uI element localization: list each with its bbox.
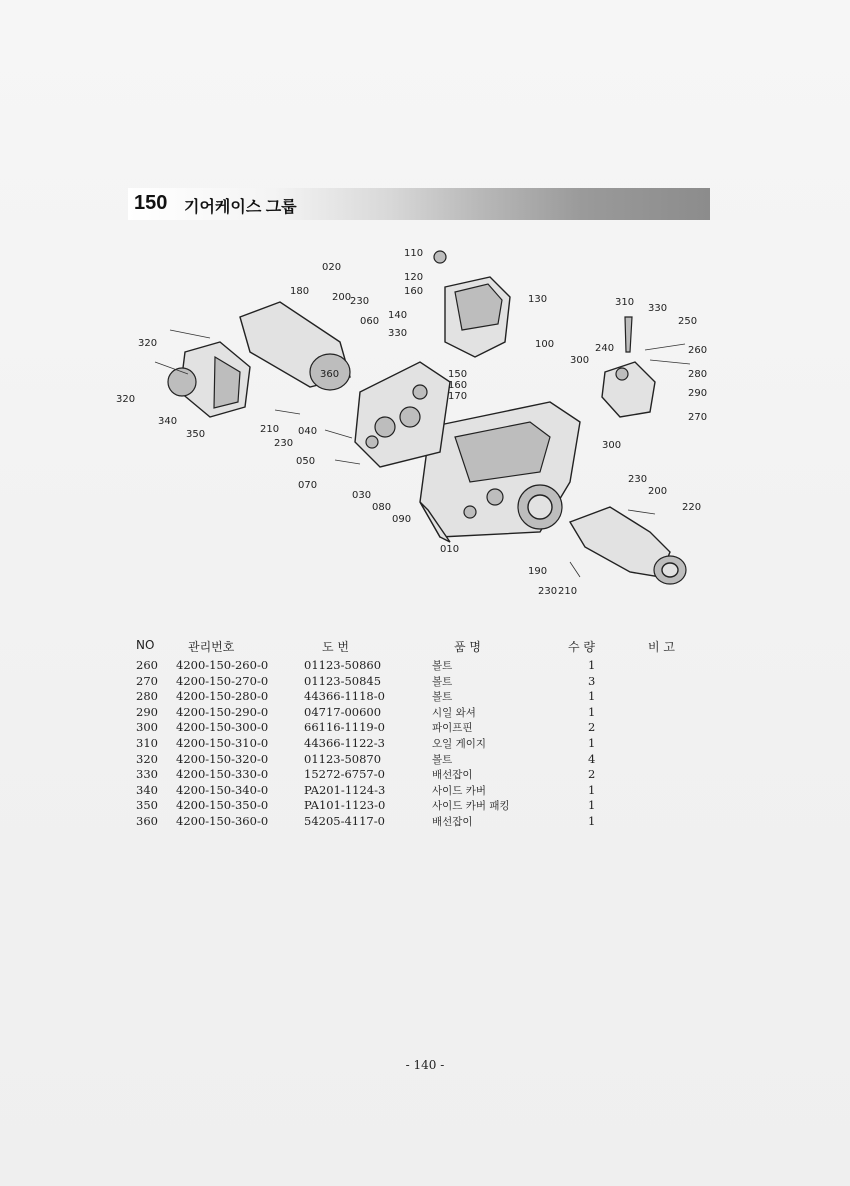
svg-text:140: 140 — [388, 310, 408, 321]
svg-text:190: 190 — [528, 566, 548, 577]
svg-text:180: 180 — [290, 286, 310, 297]
svg-text:170: 170 — [448, 391, 468, 402]
svg-text:030: 030 — [352, 490, 372, 501]
cell-no: 350 — [136, 798, 158, 813]
header-qty: 수 량 — [568, 640, 595, 654]
cell-mgmt: 4200-150-350-0 — [176, 798, 269, 813]
svg-text:210: 210 — [260, 424, 280, 435]
cell-mgmt: 4200-150-290-0 — [176, 704, 269, 719]
cell-mgmt: 4200-150-280-0 — [176, 689, 269, 704]
header-dwg: 도 번 — [322, 640, 349, 654]
cell-dwg: 04717-00600 — [304, 704, 382, 719]
svg-text:060: 060 — [360, 316, 380, 327]
cell-qty: 4 — [588, 751, 596, 766]
cell-mgmt: 4200-150-300-0 — [176, 720, 269, 735]
cell-qty: 2 — [588, 767, 596, 782]
svg-text:240: 240 — [595, 343, 615, 354]
svg-text:300: 300 — [602, 440, 622, 451]
svg-text:230: 230 — [274, 438, 294, 449]
svg-text:330: 330 — [648, 303, 668, 314]
svg-text:230: 230 — [538, 586, 558, 597]
cell-dwg: PA101-1123-0 — [304, 798, 386, 813]
svg-text:200: 200 — [648, 486, 668, 497]
svg-text:100: 100 — [535, 339, 555, 350]
cell-dwg: 01123-50860 — [304, 658, 382, 672]
header-mgmt: 관리번호 — [188, 640, 235, 654]
bearing-holder — [602, 317, 655, 417]
header-no: NO — [136, 638, 155, 652]
table-row — [136, 689, 706, 705]
axle-housing — [570, 507, 686, 584]
cell-qty: 1 — [588, 798, 596, 813]
left-housing — [240, 302, 350, 390]
cell-no: 360 — [136, 813, 158, 828]
table-row — [136, 752, 706, 768]
cell-dwg: 01123-50870 — [304, 751, 382, 766]
side-cover — [168, 342, 250, 417]
cell-no: 310 — [136, 735, 158, 750]
table-row — [136, 674, 706, 690]
cell-mgmt: 4200-150-340-0 — [176, 782, 269, 797]
shifter-housing — [434, 251, 510, 357]
cell-no: 260 — [136, 658, 158, 672]
svg-text:010: 010 — [440, 544, 460, 555]
cell-qty: 2 — [588, 720, 596, 735]
svg-text:320: 320 — [116, 394, 136, 405]
parts-table-header — [136, 636, 706, 658]
table-row — [136, 736, 706, 752]
page-number: - 140 - — [405, 1058, 445, 1072]
svg-text:020: 020 — [322, 262, 342, 273]
svg-text:290: 290 — [688, 388, 708, 399]
cell-name: 볼트 — [432, 691, 453, 704]
cell-no: 300 — [136, 720, 158, 735]
svg-text:260: 260 — [688, 345, 708, 356]
cell-dwg: 44366-1122-3 — [304, 735, 385, 750]
exploded-parts-diagram — [110, 232, 730, 612]
cell-mgmt: 4200-150-320-0 — [176, 751, 269, 766]
svg-text:120: 120 — [404, 272, 424, 283]
svg-text:050: 050 — [296, 456, 316, 467]
cell-dwg: 01123-50845 — [304, 673, 382, 688]
cell-qty: 1 — [588, 782, 596, 797]
svg-text:160: 160 — [404, 286, 424, 297]
cell-qty: 1 — [588, 704, 596, 719]
cell-name: 사이드 카버 패킹 — [432, 800, 510, 813]
cell-name: 볼트 — [432, 675, 453, 688]
table-row — [136, 720, 706, 736]
svg-text:280: 280 — [688, 369, 708, 380]
svg-text:330: 330 — [388, 328, 408, 339]
table-row — [136, 658, 706, 674]
cell-no: 340 — [136, 782, 158, 797]
cell-dwg: 44366-1118-0 — [304, 689, 385, 704]
cell-qty: 1 — [588, 658, 596, 672]
cell-name: 배선잡이 — [432, 769, 473, 782]
svg-text:230: 230 — [628, 474, 648, 485]
cell-qty: 1 — [588, 813, 596, 828]
svg-text:300: 300 — [570, 355, 590, 366]
cell-name: 파이프핀 — [432, 722, 473, 735]
table-row — [136, 798, 706, 814]
svg-text:080: 080 — [372, 502, 392, 513]
svg-text:070: 070 — [298, 480, 318, 491]
header-name: 품 명 — [454, 640, 481, 654]
table-row — [136, 783, 706, 799]
cell-no: 290 — [136, 704, 158, 719]
section-number: 150 — [134, 192, 168, 214]
cell-mgmt: 4200-150-260-0 — [176, 658, 269, 672]
svg-text:130: 130 — [528, 294, 548, 305]
svg-text:160: 160 — [448, 380, 468, 391]
svg-text:220: 220 — [682, 502, 702, 513]
cell-no: 320 — [136, 751, 158, 766]
table-row — [136, 705, 706, 721]
header-note: 비 고 — [648, 640, 675, 654]
cell-name: 볼트 — [432, 660, 453, 672]
cell-qty: 3 — [588, 673, 596, 688]
cell-dwg: 66116-1119-0 — [304, 720, 385, 735]
svg-text:250: 250 — [678, 316, 698, 327]
cell-name: 시일 와셔 — [432, 706, 476, 719]
cell-mgmt: 4200-150-310-0 — [176, 735, 269, 750]
table-row — [136, 767, 706, 783]
svg-text:230: 230 — [350, 296, 370, 307]
cell-name: 배선잡이 — [432, 815, 473, 828]
table-row — [136, 814, 706, 830]
front-cover-plate — [355, 362, 450, 467]
svg-text:310: 310 — [615, 297, 635, 308]
svg-text:040: 040 — [298, 426, 318, 437]
cell-dwg: PA201-1124-3 — [304, 782, 386, 797]
cell-mgmt: 4200-150-360-0 — [176, 813, 269, 828]
cell-name: 사이드 카버 — [432, 784, 487, 797]
cell-no: 330 — [136, 767, 158, 782]
svg-text:110: 110 — [404, 248, 424, 259]
cell-dwg: 54205-4117-0 — [304, 813, 385, 828]
svg-text:340: 340 — [158, 416, 178, 427]
section-title: 기어케이스 그룹 — [184, 199, 297, 216]
svg-text:210: 210 — [558, 586, 578, 597]
cell-qty: 1 — [588, 735, 596, 750]
cell-mgmt: 4200-150-330-0 — [176, 767, 269, 782]
cell-mgmt: 4200-150-270-0 — [176, 673, 269, 688]
cell-no: 280 — [136, 689, 158, 704]
svg-text:360: 360 — [320, 369, 340, 380]
svg-text:200: 200 — [332, 292, 352, 303]
cell-no: 270 — [136, 673, 158, 688]
parts-table — [136, 636, 706, 830]
svg-text:150: 150 — [448, 369, 468, 380]
svg-text:090: 090 — [392, 514, 412, 525]
svg-text:350: 350 — [186, 429, 206, 440]
cell-qty: 1 — [588, 689, 596, 704]
svg-text:320: 320 — [138, 338, 158, 349]
cell-dwg: 15272-6757-0 — [304, 767, 385, 782]
cell-name: 오일 게이지 — [432, 737, 487, 750]
svg-text:270: 270 — [688, 412, 708, 423]
cell-name: 볼트 — [432, 753, 453, 766]
